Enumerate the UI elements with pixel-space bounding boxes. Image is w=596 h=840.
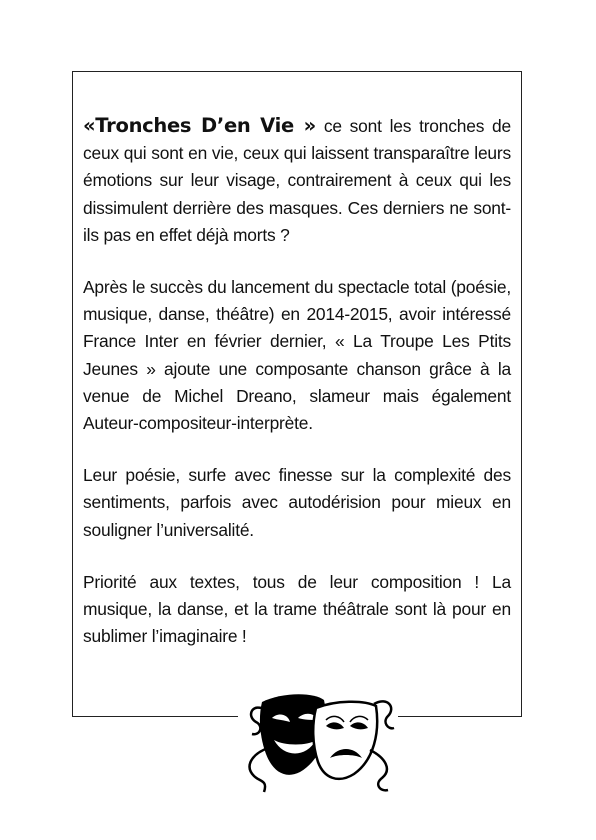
document-body xyxy=(83,112,511,675)
intro-text: ce sont les tronches de ceux qui sont en vie, ceux qui laissent transparaître leurs émotions sur leur visage, contrairement à ceux qui les dissimulent derrière des masques. Ces derniers ne sont-ils pas en effet déjà morts ? xyxy=(83,116,511,245)
paragraph-success: Après le succès du lancement du spectacle total (poésie, musique, danse, théâtre) en 2014-2015, avoir intéressé France Inter en février dernier, « La Troupe Les Ptits Jeunes » ajoute une composante chanson grâce à la venue de Michel Dreano, slameur mais également Auteur-compositeur-interprète. xyxy=(83,277,511,434)
paragraph-poetry: Leur poésie, surfe avec finesse sur la complexité des sentiments, parfois avec autodérision pour mieux en souligner l’universalité. xyxy=(83,465,511,540)
paragraph-priority: Priorité aux textes, tous de leur composition ! La musique, la danse, et la trame théâtrale sont là pour en sublimer l’imaginaire ! xyxy=(83,571,511,647)
theater-masks-icon xyxy=(238,688,398,800)
title: «Tronches D’en Vie » xyxy=(83,114,316,137)
paragraph-intro xyxy=(83,112,511,249)
